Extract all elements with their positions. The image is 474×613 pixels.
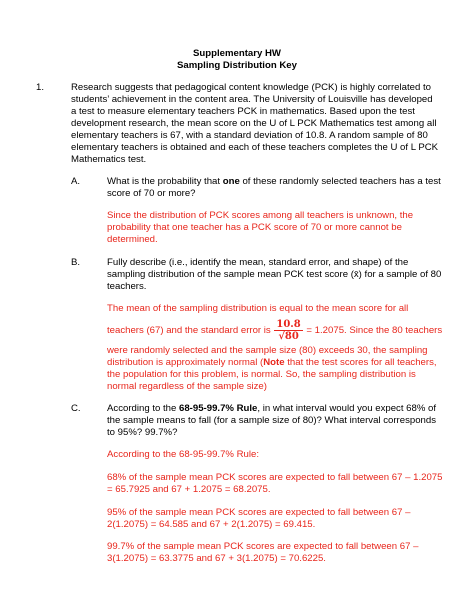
part-b-question-line: Fully describe (i.e., identify the mean, standard error, and shape) of the	[107, 257, 409, 268]
part-c-label: C.	[71, 403, 81, 414]
question-number: 1.	[36, 82, 45, 93]
sqrt-expression: √80	[278, 331, 299, 342]
part-c-question-line: the sample means to fall (for a sample size of 80)? What interval corresponds	[107, 415, 437, 426]
part-c-question-line	[107, 403, 436, 415]
question-text: of these randomly selected teachers has a test	[239, 176, 441, 187]
emphasis-text: one	[222, 176, 240, 187]
part-a-answer-line: probability that one teacher has a PCK score of 70 or more cannot be	[107, 222, 402, 233]
answer-text: = 1.2075. Since the 80 teachers	[303, 325, 443, 337]
answer-95-line: 95% of the sample mean PCK scores are expected to fall between 67 –	[107, 507, 411, 518]
answer-997-line: 99.7% of the sample mean PCK scores are expected to fall between 67 –	[107, 541, 419, 552]
intro-line: elementary teachers is 67, with a standard deviation of 10.8. A random sample of 80	[71, 130, 428, 141]
fraction-denominator	[274, 331, 302, 342]
note-emphasis: Note	[263, 357, 285, 368]
part-b-answer-line: were randomly selected and the sample size (80) exceeds 30, the sampling	[107, 345, 428, 356]
intro-line: Mathematics test.	[71, 154, 147, 165]
answer-text: teachers (67) and the standard error is	[107, 325, 274, 337]
fraction-numerator: 10.8	[276, 319, 301, 330]
intro-line: students’ achievement in the content area. The University of Louisville has developed	[71, 94, 433, 105]
part-b-question-line: sampling distribution of the sample mean PCK test score (x̄) for a sample of 80	[107, 269, 442, 280]
doc-title: Supplementary HW	[193, 48, 281, 59]
part-c-question-line: to 95%? 99.7%?	[107, 427, 178, 438]
answer-text: distribution is approximately normal (	[107, 357, 264, 368]
answer-68-line: 68% of the sample mean PCK scores are expected to fall between 67 – 1.2075	[107, 472, 443, 483]
part-b-label: B.	[71, 257, 81, 268]
question-text: According to the	[107, 403, 179, 414]
part-a-question-line: score of 70 or more?	[107, 188, 196, 199]
part-a-answer-line: Since the distribution of PCK scores among all teachers is unknown, the	[107, 210, 414, 221]
standard-error-fraction	[274, 319, 302, 342]
part-b-answer-line: the population for this problem, is normal. So, the sampling distribution is	[107, 369, 416, 380]
answer-997-line: 3(1.2075) = 63.3775 and 67 + 3(1.2075) = 70.6225.	[107, 553, 326, 564]
part-b-answer-line: The mean of the sampling distribution is equal to the mean score for all	[107, 303, 409, 314]
answer-68-line: = 65.7925 and 67 + 1.2075 = 68.2075.	[107, 484, 271, 495]
doc-subtitle: Sampling Distribution Key	[177, 60, 297, 71]
part-a-question-line	[107, 176, 441, 188]
part-b-question-line: teachers.	[107, 281, 147, 292]
intro-line: elementary teachers is obtained and each of these teachers completes the U of L PCK	[71, 142, 439, 153]
part-a-label: A.	[71, 176, 81, 187]
answer-95-line: 2(1.2075) = 64.585 and 67 + 2(1.2075) = 69.415.	[107, 519, 316, 530]
intro-line: Research suggests that pedagogical content knowledge (PCK) is highly correlated to	[71, 82, 431, 93]
intro-line: development research, the mean score on the U of L PCK Mathematics test among all	[71, 118, 437, 129]
part-b-answer-line	[107, 357, 437, 369]
rule-header: According to the 68-95-99.7% Rule:	[107, 449, 259, 460]
question-text: What is the probability that	[107, 176, 223, 187]
rule-emphasis: 68-95-99.7% Rule	[179, 403, 258, 414]
answer-text: that the test scores for all teachers,	[284, 357, 437, 368]
part-b-answer-line	[107, 319, 442, 343]
part-b-answer-line: normal regardless of the sample size)	[107, 381, 267, 392]
question-text: , in what interval would you expect 68% of	[257, 403, 437, 414]
part-a-answer-line: determined.	[107, 234, 158, 245]
intro-line: a test to measure elementary teachers PCK in mathematics. Based upon the test	[71, 106, 415, 117]
